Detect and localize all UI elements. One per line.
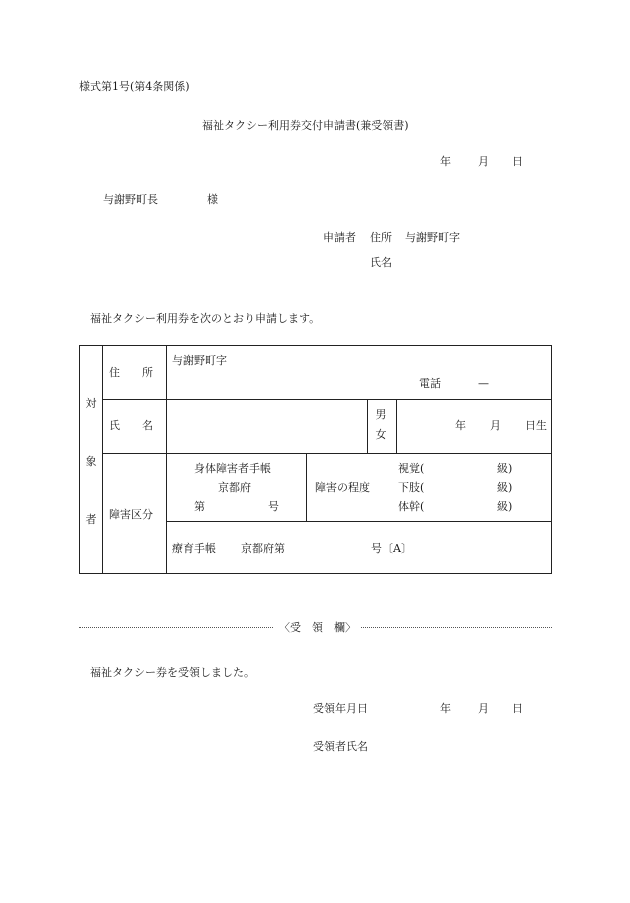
divider [367, 399, 368, 453]
divider [102, 453, 551, 454]
applicant-label: 申請者 [323, 231, 356, 244]
applicant-address-label: 住所 [370, 231, 392, 244]
intro-text: 福祉タクシー利用券を次のとおり申請します。 [90, 312, 321, 325]
divider [166, 346, 167, 573]
date-year-label: 年 [440, 155, 451, 168]
ryoiku-label: 療育手帳 [172, 542, 216, 555]
grade-limbs: 級) [497, 481, 513, 494]
dotted-rule-left [79, 627, 273, 628]
degree-label: 障害の程度 [315, 481, 370, 494]
divider [166, 521, 551, 522]
receipt-section-label: 〈受 領 欄〉 [279, 621, 356, 634]
birth-day-label: 日生 [525, 419, 547, 432]
divider [102, 346, 103, 573]
honorific: 様 [207, 193, 218, 206]
receipt-date-day: 日 [512, 702, 523, 715]
receipt-name-label: 受領者氏名 [313, 740, 368, 753]
cert-pref: 京都府 [218, 481, 251, 494]
sex-male: 男 [375, 408, 387, 421]
receipt-statement: 福祉タクシー券を受領しました。 [90, 666, 255, 679]
dotted-rule-right [361, 627, 552, 628]
grade-vision: 級) [497, 462, 513, 475]
address-value: 与謝野町字 [172, 354, 227, 367]
grade-trunk: 級) [497, 500, 513, 513]
degree-trunk: 体幹( [398, 500, 425, 513]
cert-title: 身体障害者手帳 [194, 462, 271, 475]
degree-limbs: 下肢( [398, 481, 425, 494]
divider [102, 399, 551, 400]
cert-no-prefix: 第 [194, 500, 205, 513]
degree-vision: 視覚( [398, 462, 425, 475]
document-title: 福祉タクシー利用券交付申請書(兼受領書) [202, 119, 409, 132]
target-label-2: 象 [85, 455, 97, 468]
cert-no-suffix: 号 [268, 500, 279, 513]
ryoiku-suffix: 号〔A〕 [371, 542, 412, 555]
disability-label: 障害区分 [109, 508, 153, 521]
address-label: 住 所 [109, 366, 153, 379]
addressee: 与謝野町長 [103, 193, 158, 206]
applicant-name-label: 氏名 [370, 256, 392, 269]
target-label-3: 者 [85, 513, 97, 526]
form-number: 様式第1号(第4条関係) [79, 80, 190, 93]
name-label: 氏 名 [109, 419, 153, 432]
receipt-date-year: 年 [440, 702, 451, 715]
ryoiku-pref: 京都府第 [241, 542, 285, 555]
divider [306, 453, 307, 521]
applicant-table [79, 345, 552, 574]
sex-female: 女 [375, 428, 387, 441]
applicant-address-value: 与謝野町字 [405, 231, 460, 244]
target-label-1: 対 [85, 397, 97, 410]
date-day-label: 日 [512, 155, 523, 168]
receipt-date-month: 月 [478, 702, 489, 715]
birth-month-label: 月 [490, 419, 501, 432]
phone-dash: — [478, 377, 489, 390]
phone-label: 電話 [419, 377, 441, 390]
date-month-label: 月 [478, 155, 489, 168]
receipt-date-label: 受領年月日 [313, 702, 368, 715]
divider [396, 399, 397, 453]
birth-year-label: 年 [455, 419, 466, 432]
